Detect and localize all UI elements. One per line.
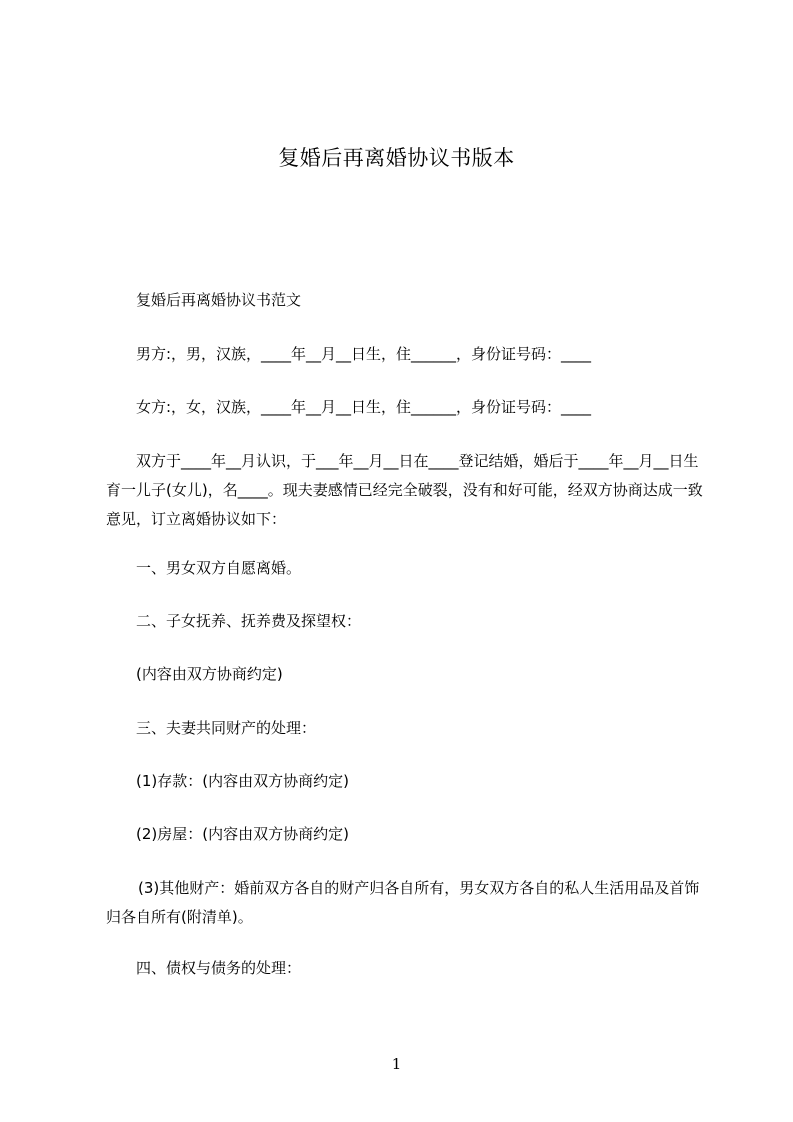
- paragraph-clause-1: 一、男女双方自愿离婚。: [136, 559, 302, 577]
- document-title: 复婚后再离婚协议书版本: [278, 146, 515, 170]
- page-number: 1: [391, 1055, 402, 1073]
- paragraph-clause-3: 三、夫妻共同财产的处理：: [136, 719, 317, 737]
- paragraph-female-party: 女方:，女，汉族，____年__月__日生，住______，身份证号码：____: [136, 398, 592, 416]
- paragraph-clause-2: 二、子女抚养、抚养费及探望权：: [136, 612, 362, 630]
- paragraph-clause-3-house: (2)房屋：(内容由双方协商约定): [136, 825, 349, 843]
- paragraph-clause-3-other: (3)其他财产：婚前双方各自的财产归各自所有，男女双方各自的私人生活用品及首饰归各自所有(附清单)。: [106, 879, 700, 926]
- paragraph-male-party: 男方:，男，汉族，____年__月__日生，住______，身份证号码：____: [136, 345, 592, 363]
- paragraph-clause-3-savings: (1)存款：(内容由双方协商约定): [136, 772, 349, 790]
- paragraph-clause-4: 四、债权与债务的处理：: [136, 959, 302, 977]
- paragraph-background: 双方于____年__月认识，于___年__月__日在____登记结婚，婚后于____年__月__日生育一儿子(女儿)，名____。现夫妻感情已经完全破裂，没有和好可能，经双方协商达成一致意见，订立离婚协议如下：: [106, 452, 703, 528]
- paragraph-clause-2-content: (内容由双方协商约定): [136, 665, 283, 683]
- paragraph-subtitle: 复婚后再离婚协议书范文: [136, 291, 302, 309]
